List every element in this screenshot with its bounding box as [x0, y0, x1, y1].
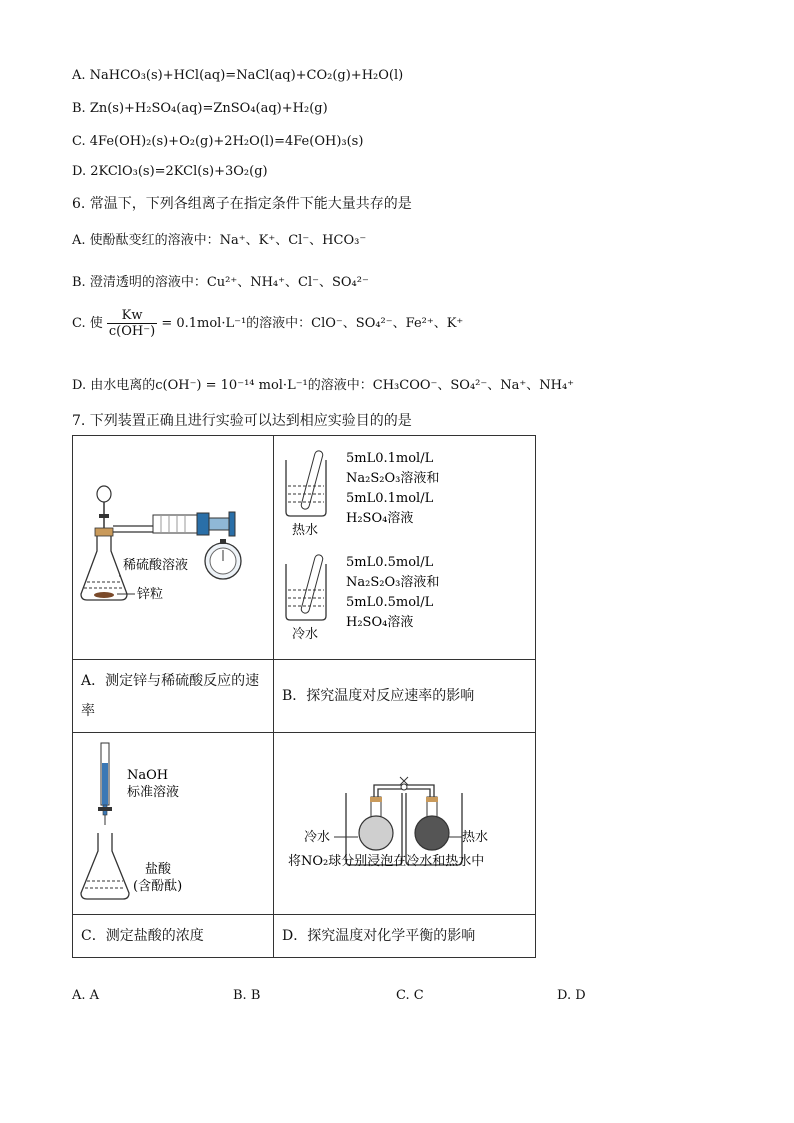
- caption-d: D．探究温度对化学平衡的影响: [274, 915, 536, 958]
- experiment-table: [72, 435, 536, 958]
- label-b-bottom-4: H₂SO₄溶液: [346, 615, 414, 630]
- answer-option-c: C. C: [396, 988, 424, 1003]
- label-b-top-4: H₂SO₄溶液: [346, 511, 414, 526]
- option-c-prefix: C. 使: [72, 316, 103, 331]
- figure-d-cell: [274, 733, 536, 915]
- option-c-suffix: = 0.1mol·L⁻¹的溶液中：ClO⁻、SO₄²⁻、Fe²⁺、K⁺: [161, 316, 464, 331]
- figure-b-cell: [274, 436, 536, 660]
- fraction-numerator: Kw: [107, 308, 157, 324]
- label-figure-d-caption: 将NO₂球分别浸泡在冷水和热水中: [288, 854, 485, 869]
- figure-d-no2-balls: [274, 733, 535, 910]
- label-hot-water-b: 热水: [292, 523, 319, 538]
- option-b-prev: B. Zn(s)+H₂SO₄(aq)=ZnSO₄(aq)+H₂(g): [72, 101, 328, 116]
- label-b-top-1: 5mL0.1mol/L: [346, 451, 434, 466]
- label-b-bottom-1: 5mL0.5mol/L: [346, 555, 434, 570]
- question-6-option-a: A. 使酚酞变红的溶液中：Na⁺、K⁺、Cl⁻、HCO₃⁻: [72, 233, 367, 248]
- label-with-phenolphthalein: (含酚酞): [133, 879, 183, 894]
- question-6-stem: 6. 常温下，下列各组离子在指定条件下能大量共存的是: [72, 196, 412, 212]
- label-b-top-2: Na₂S₂O₃溶液和: [346, 471, 440, 486]
- figure-a-zinc-apparatus: [73, 436, 273, 655]
- caption-a: A．测定锌与稀硫酸反应的速率: [73, 660, 274, 733]
- figure-c-titration: [73, 733, 273, 910]
- fraction-denominator: c(OH⁻): [108, 324, 156, 339]
- label-standard-solution: 标准溶液: [127, 785, 180, 800]
- caption-b: B．探究温度对反应速率的影响: [274, 660, 536, 733]
- label-b-bottom-2: Na₂S₂O₃溶液和: [346, 575, 440, 590]
- label-cold-water-d: 冷水: [304, 830, 331, 845]
- label-naoh: NaOH: [127, 768, 169, 783]
- option-c-prev: C. 4Fe(OH)₂(s)+O₂(g)+2H₂O(l)=4Fe(OH)₃(s): [72, 134, 364, 149]
- question-6-option-d: D. 由水电离的c(OH⁻) = 10⁻¹⁴ mol·L⁻¹的溶液中：CH₃COO⁻、SO₄²⁻、Na⁺、NH₄⁺: [72, 378, 575, 393]
- figure-b-temperature-rate: [274, 436, 535, 655]
- label-hydrochloric-acid: 盐酸: [145, 862, 172, 877]
- question-6-option-b: B. 澄清透明的溶液中：Cu²⁺、NH₄⁺、Cl⁻、SO₄²⁻: [72, 275, 369, 290]
- question-6-option-c: [72, 308, 463, 339]
- kw-fraction: [107, 308, 157, 339]
- label-zinc-granules: 锌粒: [137, 587, 164, 602]
- question-7-stem: 7. 下列装置正确且进行实验可以达到相应实验目的的是: [72, 413, 412, 429]
- label-cold-water-b: 冷水: [292, 627, 319, 642]
- label-b-top-3: 5mL0.1mol/L: [346, 491, 434, 506]
- label-dilute-sulfuric-acid: 稀硫酸溶液: [123, 558, 189, 573]
- caption-c: C．测定盐酸的浓度: [73, 915, 274, 958]
- option-a-prev: A. NaHCO₃(s)+HCl(aq)=NaCl(aq)+CO₂(g)+H₂O(l): [72, 68, 404, 83]
- option-d-prev: D. 2KClO₃(s)=2KCl(s)+3O₂(g): [72, 164, 268, 179]
- answer-option-a: A. A: [72, 988, 100, 1003]
- label-hot-water-d: 热水: [462, 830, 489, 845]
- figure-c-cell: [73, 733, 274, 915]
- answer-option-d: D. D: [557, 988, 586, 1003]
- answer-option-b: B. B: [233, 988, 261, 1003]
- label-b-bottom-3: 5mL0.5mol/L: [346, 595, 434, 610]
- figure-a-cell: [73, 436, 274, 660]
